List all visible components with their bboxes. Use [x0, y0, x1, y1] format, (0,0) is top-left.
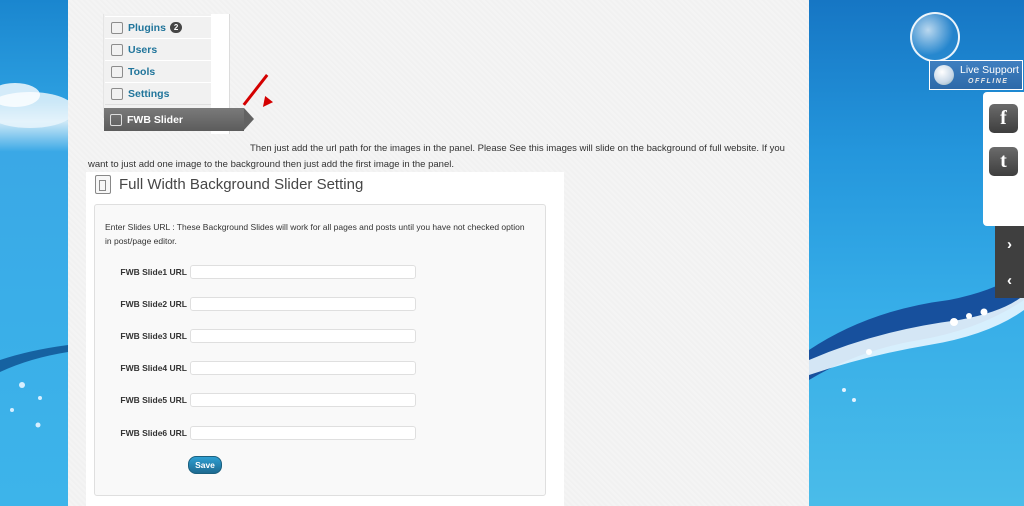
menu-item-label: Tools: [128, 65, 156, 78]
water-splash-left: [0, 0, 68, 506]
field-row: [95, 390, 416, 410]
field-row: [95, 358, 416, 378]
social-sidebar: [983, 92, 1024, 226]
save-button[interactable]: Save: [188, 456, 222, 474]
slide5-url-input[interactable]: [190, 393, 416, 407]
prev-arrow-button[interactable]: ‹: [995, 262, 1024, 298]
settings-panel: [86, 172, 564, 506]
menu-item-label: FWB Slider: [127, 113, 184, 126]
plugin-icon: [111, 22, 123, 34]
slider-icon: [110, 114, 122, 126]
slide4-url-input[interactable]: [190, 361, 416, 375]
page-title: Full Width Background Slider Setting: [119, 176, 364, 193]
instruction-text: Then just add the url path for the images in the panel. Please See this images will slide on the background of full website. If you want to just add one image to the background then just add the first image in the panel.: [88, 143, 785, 170]
field-row: [95, 423, 416, 443]
wp-admin-menu: [103, 14, 213, 118]
update-count-badge: 2: [170, 22, 182, 33]
settings-icon: [111, 88, 123, 100]
menu-item-fwb-slider[interactable]: [104, 108, 244, 131]
live-support-widget[interactable]: [929, 60, 1023, 90]
tools-icon: [111, 66, 123, 78]
menu-item-label: Users: [128, 43, 158, 56]
slide3-url-input[interactable]: [190, 329, 416, 343]
menu-item-users[interactable]: [105, 38, 211, 61]
settings-box: [94, 204, 546, 496]
field-row: [95, 294, 416, 314]
field-label: FWB Slide3 URL: [120, 331, 187, 341]
slide2-url-input[interactable]: [190, 297, 416, 311]
settings-note: Enter Slides URL : These Background Slides will work for all pages and posts until you have not checked option in post/page editor.: [105, 222, 525, 246]
users-icon: [111, 44, 123, 56]
field-label: FWB Slide2 URL: [120, 299, 187, 309]
next-arrow-button[interactable]: ›: [995, 226, 1024, 262]
menu-item-settings[interactable]: [105, 82, 211, 105]
field-row: [95, 326, 416, 346]
water-wave-graphic: [809, 240, 1024, 410]
field-row: [95, 262, 416, 282]
menu-item-tools[interactable]: [105, 60, 211, 83]
menu-item-label: Plugins: [128, 21, 166, 34]
background-left: [0, 0, 68, 506]
twitter-icon[interactable]: t: [989, 147, 1018, 176]
slide1-url-input[interactable]: [190, 265, 416, 279]
slide6-url-input[interactable]: [190, 426, 416, 440]
menu-item-label: Settings: [128, 87, 170, 100]
settings-page-icon: [95, 175, 111, 194]
live-support-title: Live Support: [960, 64, 1019, 76]
bubble-decoration: [910, 12, 960, 62]
field-label: FWB Slide1 URL: [120, 267, 187, 277]
field-label: FWB Slide6 URL: [120, 428, 187, 438]
support-status-icon: [934, 65, 954, 85]
red-arrow-head-icon: [259, 96, 273, 110]
facebook-icon[interactable]: f: [989, 104, 1018, 133]
content-area: [68, 0, 809, 506]
menu-item-plugins[interactable]: [105, 16, 211, 39]
field-label: FWB Slide4 URL: [120, 363, 187, 373]
live-support-status: OFFLINE: [968, 78, 1009, 85]
field-label: FWB Slide5 URL: [120, 395, 187, 405]
